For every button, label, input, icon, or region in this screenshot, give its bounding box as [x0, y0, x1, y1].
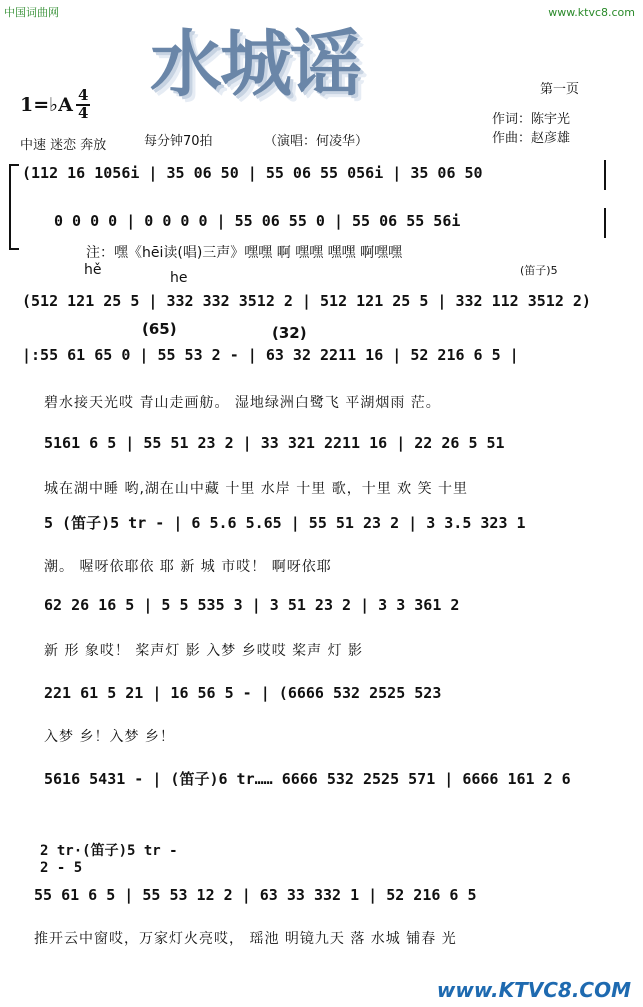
barline	[604, 160, 606, 190]
score-row-4: 5161 6 5 | 55 51 23 2 | 33 321 2211 16 | 22 26 5 51	[44, 434, 505, 452]
flute-cue-1: (笛子)5	[520, 264, 558, 277]
pronunciation-he-2: he	[170, 270, 188, 286]
cue-32: (32)	[272, 324, 307, 342]
lyricist: 作词：陈宇光	[492, 112, 571, 127]
time-signature-bottom: 4	[78, 104, 89, 122]
watermark-left: 中国词曲网	[4, 6, 59, 19]
lyrics-row-10: 推开云中窗哎，万家灯火亮哎， 瑶池 明镜九天 落 水城 铺春 光	[34, 931, 457, 947]
score-row-7: 221 61 5 21 | 16 56 5 - | (6666 532 2525 523	[44, 684, 442, 702]
composer: 作曲：赵彦雄	[492, 131, 571, 146]
system-brace	[9, 164, 19, 250]
score-row-1-top: (112 16 1056i | 35 06 50 | 55 06 55 056i | 35 06 50	[22, 164, 483, 182]
tempo: 中速 迷恋 奔放	[20, 138, 107, 153]
watermark-bottom: www.KTVC8.COM	[436, 978, 631, 1002]
song-title: 水城谣	[150, 21, 361, 106]
lyrics-row-6: 新 形 象哎！ 桨声灯 影 入梦 乡哎哎 桨声 灯 影	[44, 643, 364, 659]
bpm: 每分钟70拍	[144, 134, 213, 149]
score-row-8: 5616 5431 - | (笛子)6 tr…… 6666 532 2525 571 | 6666 161 2 6	[44, 770, 571, 788]
barline	[604, 208, 606, 238]
score-row-9-bottom: 2 - 5	[40, 860, 83, 876]
pronunciation-he-1: hě	[84, 262, 102, 278]
score-row-1-bottom: 0 0 0 0 | 0 0 0 0 | 55 06 55 0 | 55 06 55 56i	[54, 212, 461, 230]
page-label: 第一页	[540, 82, 580, 97]
time-signature-top: 4	[78, 86, 89, 104]
score-row-5: 5 (笛子)5 tr - | 6 5.6 5.65 | 55 51 23 2 | 3 3.5 323 1	[44, 514, 526, 532]
score-row-10: 55 61 6 5 | 55 53 12 2 | 63 33 332 1 | 52 216 6 5	[34, 886, 477, 904]
watermark-right: www.ktvc8.com	[548, 6, 635, 19]
score-row-9-top: 2 tr·(笛子)5 tr -	[40, 843, 178, 859]
lyrics-row-4: 城在湖中睡 哟,湖在山中藏 十里 水岸 十里 歌，十里 欢 笑 十里	[44, 481, 469, 497]
score-row-2: (512 121 25 5 | 332 332 3512 2 | 512 121 25 5 | 332 112 3512 2)	[22, 292, 591, 310]
singer: （演唱：何凌华）	[264, 134, 369, 149]
lyrics-row-7: 入梦 乡！入梦 乡！	[44, 729, 175, 745]
key-signature: 1=♭A	[20, 94, 73, 116]
cue-65: (65)	[142, 320, 177, 338]
score-row-3: |:55 61 65 0 | 55 53 2 - | 63 32 2211 16 | 52 216 6 5 |	[22, 346, 519, 364]
lyrics-row-3: 碧水接天光哎 青山走画舫。 湿地绿洲白鹭飞 平湖烟雨 茫。	[44, 395, 441, 411]
score-row-6: 62 26 16 5 | 5 5 535 3 | 3 51 23 2 | 3 3 361 2	[44, 596, 460, 614]
lyrics-row-5: 潮。 喔呀依耶依 耶 新 城 市哎！ 啊呀依耶	[44, 559, 332, 575]
pronunciation-note: 注：嘿《hēi读(唱)三声》嘿嘿 啊 嘿嘿 嘿嘿 啊嘿嘿	[86, 245, 403, 261]
